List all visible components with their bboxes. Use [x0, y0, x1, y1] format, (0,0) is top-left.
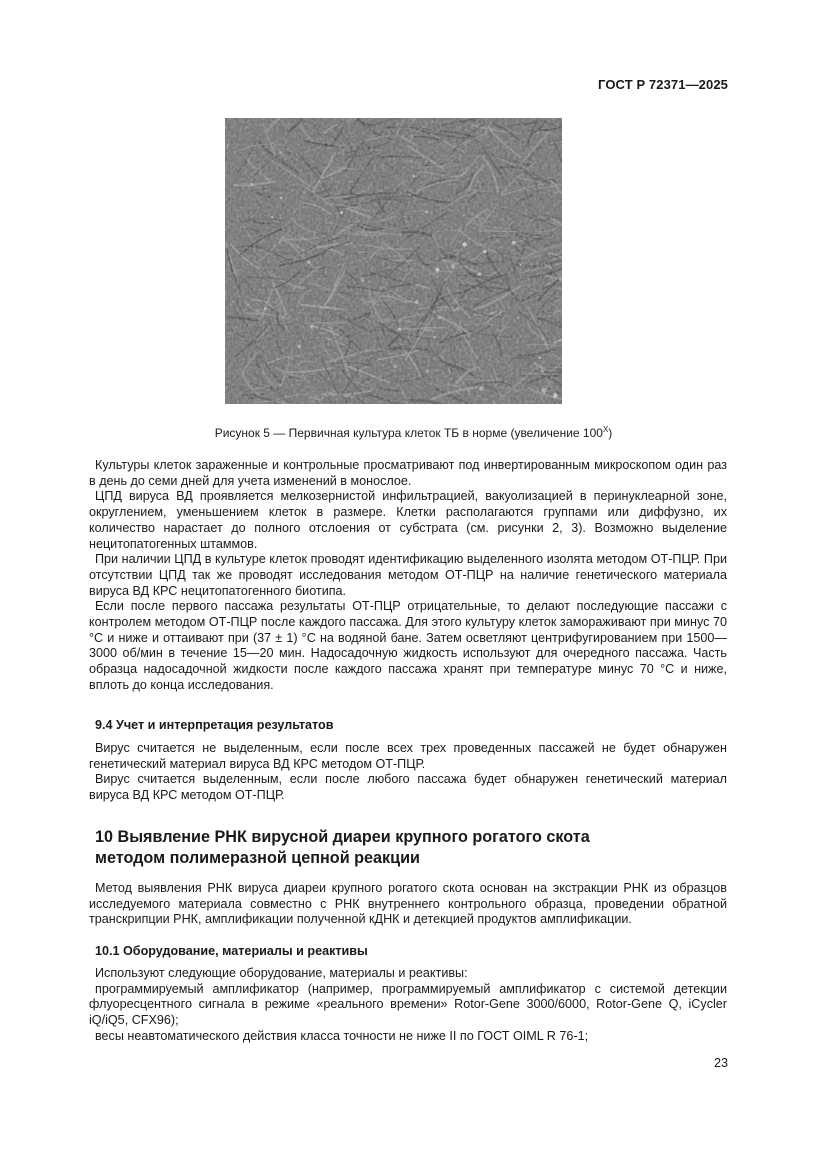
- paragraph: ЦПД вируса ВД проявляется мелкозернистой инфильтрацией, вакуолизацией в перинуклеарной зоне, округлением, уменьшением клеток в размере. Клетки располагаются группами или диффузно, их количество нарастает до полного отслоения от субстрата (см. рисунки 2, 3). Возможно выделение нецитопатогенных штаммов.: [89, 489, 727, 551]
- culture-observation-text: [89, 458, 727, 694]
- figure-caption: [0, 425, 827, 440]
- paragraph: Используют следующие оборудование, материалы и реактивы:: [95, 966, 468, 980]
- paragraph: программируемый амплификатор (например, программируемый амплификатор с системой детекции флуоресцентного сигнала в режиме «реального времени» Rotor-Gene 3000/6000, Rotor-Gene Q, iCycler iQ/iQ5, CFX96);: [89, 981, 727, 1028]
- paragraph: Если после первого пассажа результаты ОТ-ПЦР отрицательные, то делают последующие пассажи с контролем методом ОТ-ПЦР после каждого пассажа. Для этого культуру клеток замораживают при минус 70 °С и ниже и оттаивают при (37 ± 1) °С на водяной бане. Затем осветляют центрифугированием при 1500—3000 об/мин в течение 15—20 мин. Надосадочную жидкость используют для очередного пассажа. Часть образца надосадочной жидкости после каждого пассажа хранят при температуре минус 70 °С и ниже, вплоть до конца исследования.: [89, 599, 727, 692]
- subsection-9-4-title: 9.4 Учет и интерпретация результатов: [95, 718, 334, 732]
- page-number: 23: [713, 1056, 728, 1070]
- caption-text: Рисунок 5 — Первичная культура клеток ТБ в норме (увеличение 100: [214, 426, 603, 440]
- section-10-intro: [89, 881, 727, 928]
- caption-superscript: X: [602, 425, 609, 434]
- section-10-title-line2: методом полимеразной цепной реакции: [95, 849, 420, 867]
- paragraph: Вирус считается выделенным, если после любого пассажа будет обнаружен генетический материал вируса ВД КРС методом ОТ-ПЦР.: [89, 772, 727, 803]
- cell-culture-micrograph: [225, 118, 562, 404]
- paragraph: При наличии ЦПД в культуре клеток проводят идентификацию выделенного изолята методом ОТ-ПЦР. При отсутствии ЦПД так же проводят исследования методом ОТ-ПЦР на наличие генетического материала вируса ВД КРС нецитопатогенного биотипа.: [89, 552, 727, 598]
- section-10-title: [95, 827, 695, 869]
- micrograph-svg: [225, 118, 562, 404]
- paragraph: весы неавтоматического действия класса точности не ниже II по ГОСТ OIML R 76-1;: [95, 1028, 589, 1043]
- equipment-list: [89, 966, 727, 1045]
- section-10-title-line1: 10 Выявление РНК вирусной диареи крупного рогатого скота: [95, 828, 590, 846]
- paragraph: Вирус считается не выделенным, если после всех трех проведенных пассажей не будет обнаружен генетический материал вируса ВД КРС методом ОТ-ПЦР.: [89, 741, 727, 771]
- results-text: [89, 741, 727, 804]
- subsection-10-1-title: 10.1 Оборудование, материалы и реактивы: [95, 944, 368, 958]
- document-code: ГОСТ Р 72371—2025: [598, 77, 728, 92]
- caption-end: ): [608, 426, 613, 440]
- paragraph: Метод выявления РНК вируса диареи крупного рогатого скота основан на экстракции РНК из образцов исследуемого материала совместно с РНК внутреннего контрольного образца, проведении обратной транскрипции РНК, амплификации полученной кДНК и детекцией продуктов амплификации.: [89, 881, 727, 927]
- paragraph: Культуры клеток зараженные и контрольные просматривают под инвертированным микроскопом один раз в день до семи дней для учета изменений в монослое.: [89, 458, 727, 488]
